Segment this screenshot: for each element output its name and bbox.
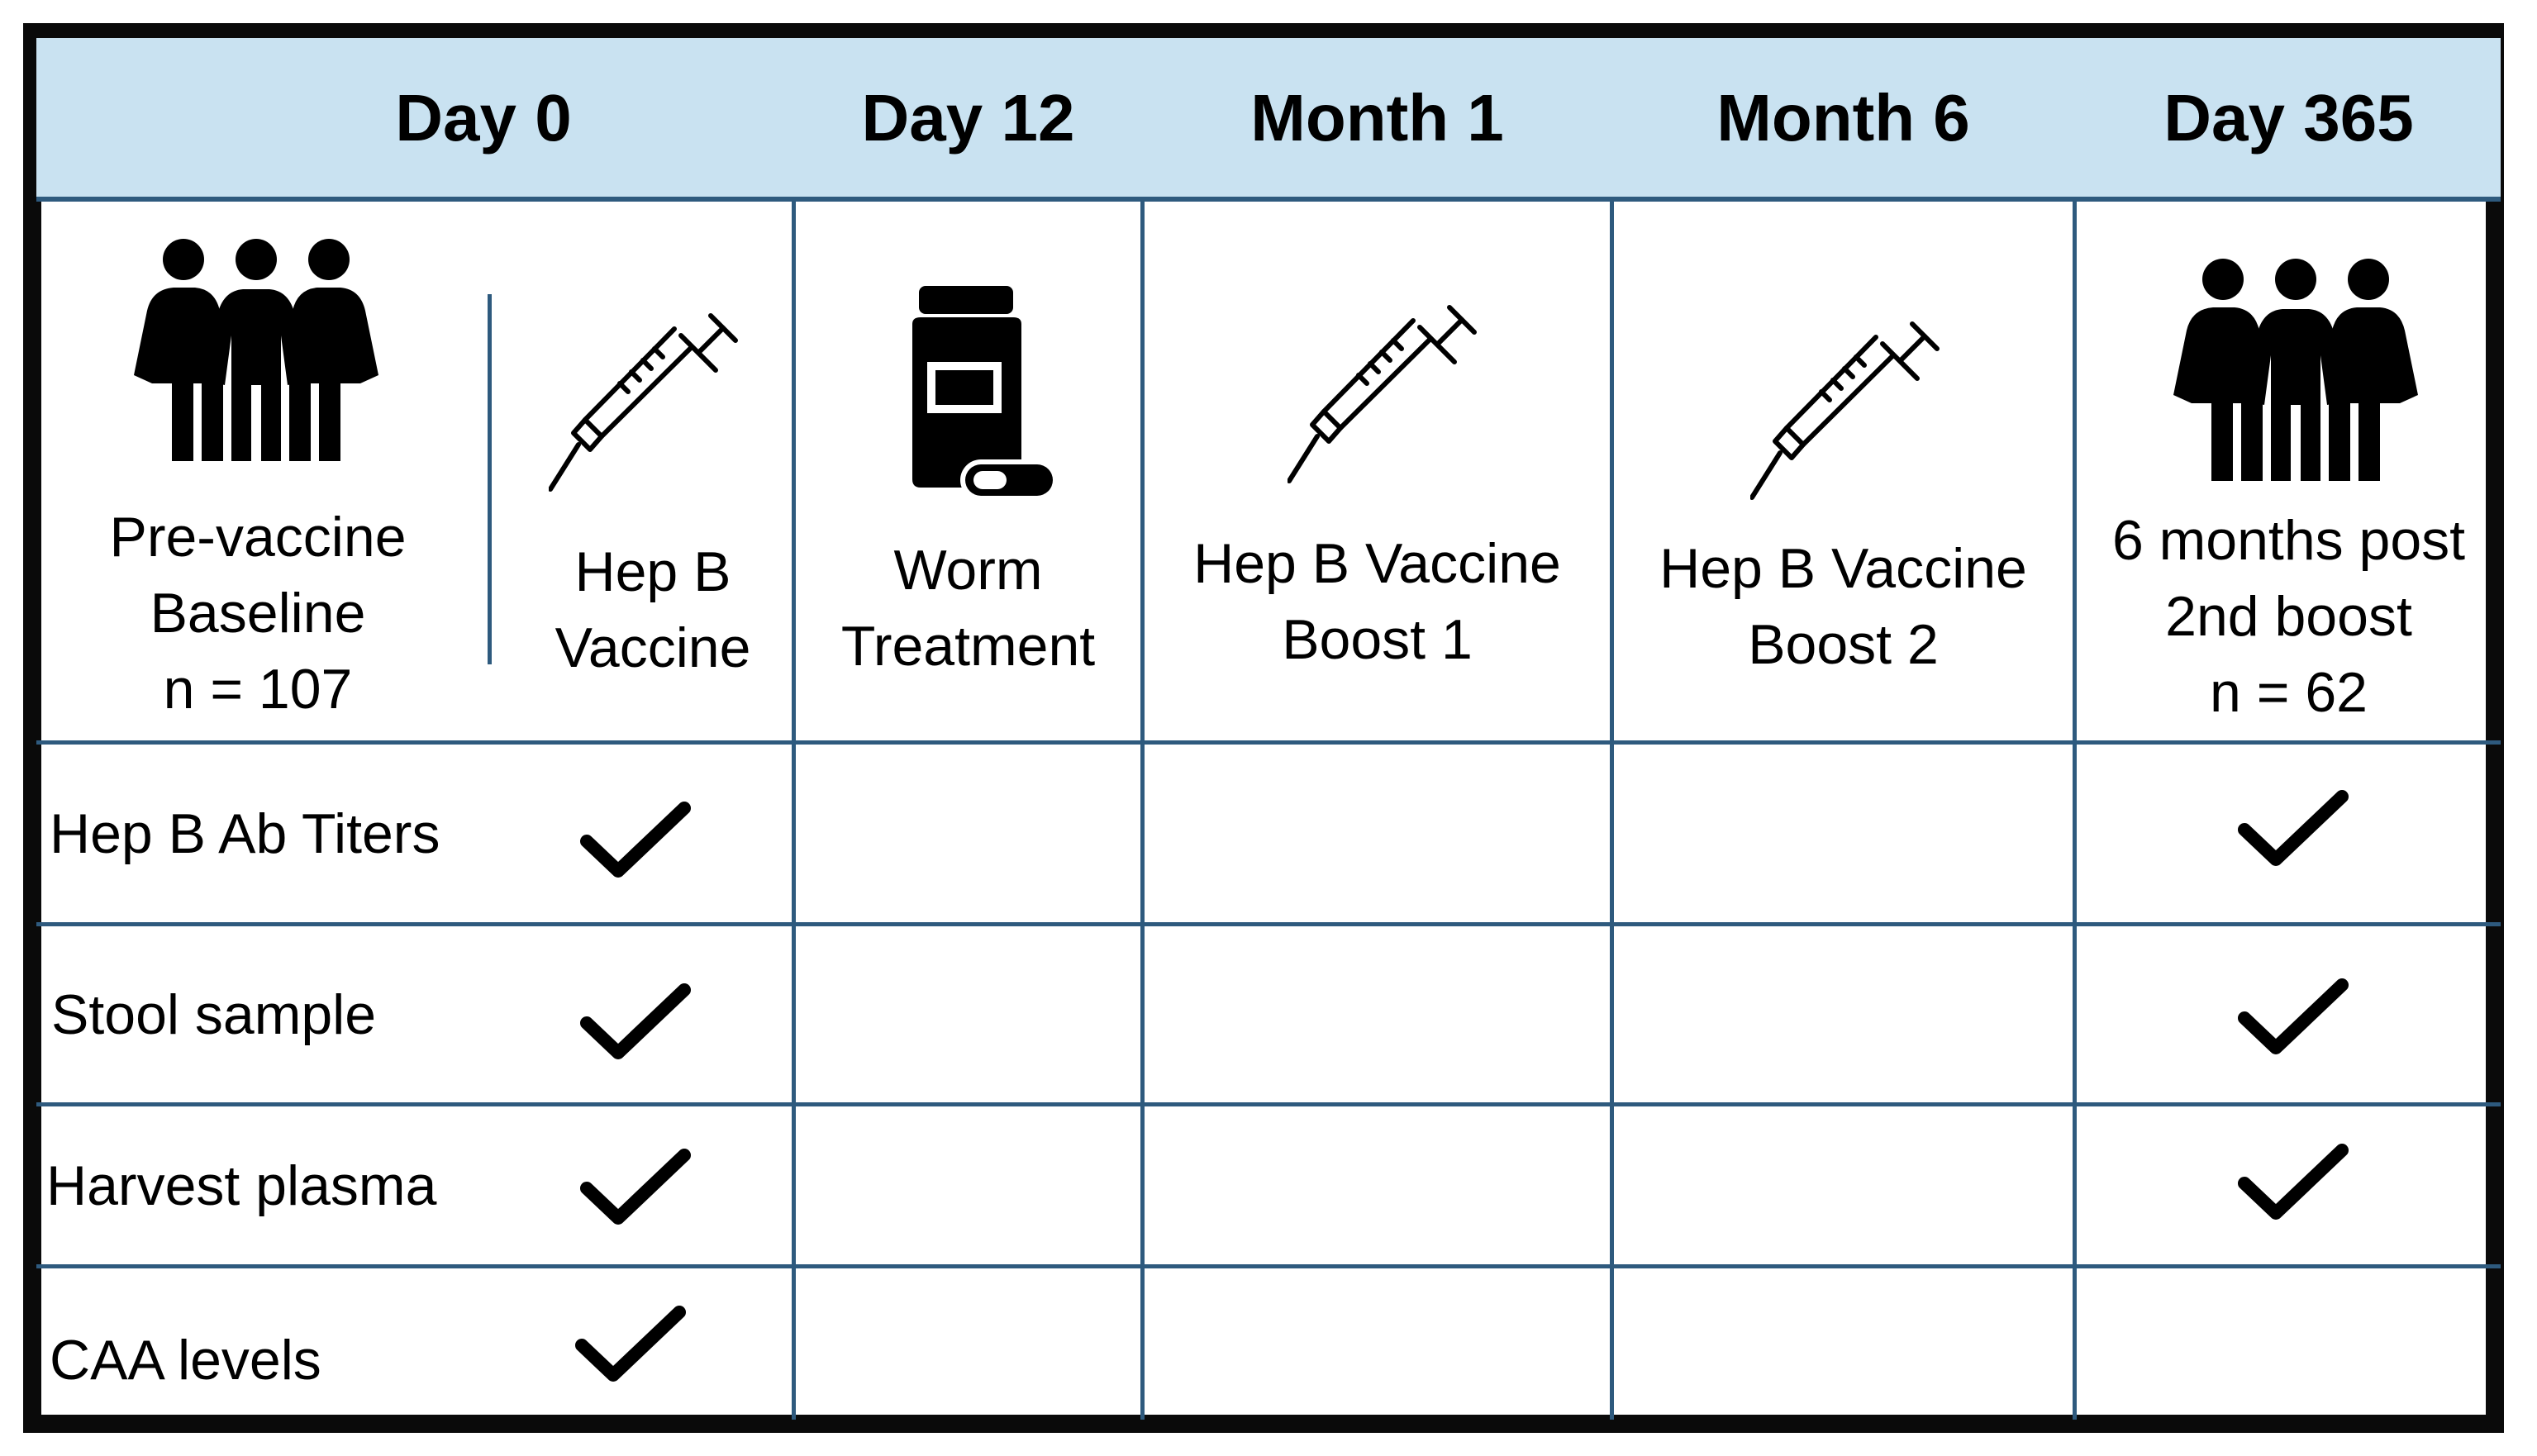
checkmark-icon — [2238, 1144, 2349, 1221]
hepb-vaccine-caption — [506, 534, 800, 686]
row-label-hep-b-ab-titers: Hep B Ab Titers — [50, 802, 440, 865]
baseline-caption — [69, 499, 446, 727]
boost-2-line-1: Hep B Vaccine — [1659, 537, 2027, 600]
followup-line-2: 2nd boost — [2165, 585, 2412, 648]
header-month-1: Month 1 — [1250, 81, 1504, 155]
header-day-365: Day 365 — [2163, 81, 2414, 155]
column-divider-3 — [1610, 202, 1614, 1420]
baseline-line-2: Baseline — [150, 582, 366, 645]
followup-line-1: 6 months post — [2111, 509, 2466, 572]
row-divider-2 — [36, 922, 2501, 926]
baseline-line-3: n = 107 — [163, 658, 353, 721]
checkmark-icon — [580, 1149, 691, 1226]
hepb-line-2: Vaccine — [555, 616, 751, 679]
worm-line-1: Worm — [893, 539, 1043, 602]
hepb-line-1: Hep B — [574, 540, 731, 603]
boost-2-caption — [1614, 531, 2073, 683]
column-divider-1 — [792, 202, 796, 1420]
people-group-icon — [131, 236, 382, 463]
followup-line-3: n = 62 — [2210, 661, 2368, 724]
checkmark-icon — [580, 983, 691, 1061]
row-label-caa-levels: CAA levels — [50, 1329, 321, 1392]
header-day-12: Day 12 — [861, 81, 1075, 155]
syringe-icon — [1750, 319, 1942, 501]
boost-1-caption — [1145, 526, 1610, 678]
syringe-icon — [549, 311, 740, 492]
boost-1-line-1: Hep B Vaccine — [1193, 532, 1561, 595]
checkmark-icon — [2238, 978, 2349, 1056]
worm-line-2: Treatment — [840, 615, 1096, 678]
column-divider-2 — [1140, 202, 1145, 1420]
boost-2-line-2: Boost 2 — [1748, 613, 1939, 676]
medicine-bottle-icon — [902, 284, 1059, 501]
checkmark-icon — [580, 802, 691, 879]
header-day-0: Day 0 — [395, 81, 572, 155]
row-label-stool-sample: Stool sample — [51, 983, 377, 1046]
header-month-6: Month 6 — [1716, 81, 1970, 155]
boost-1-line-2: Boost 1 — [1282, 608, 1473, 671]
baseline-divider — [488, 294, 492, 664]
column-divider-4 — [2073, 202, 2077, 1420]
row-label-harvest-plasma: Harvest plasma — [46, 1154, 437, 1217]
followup-caption — [2077, 502, 2501, 730]
people-group-icon — [2170, 256, 2421, 483]
checkmark-icon — [2238, 790, 2349, 868]
checkmark-icon — [575, 1306, 686, 1383]
syringe-icon — [1288, 302, 1479, 484]
row-divider-4 — [36, 1264, 2501, 1268]
worm-treatment-caption — [796, 532, 1140, 684]
baseline-line-1: Pre-vaccine — [109, 506, 407, 569]
